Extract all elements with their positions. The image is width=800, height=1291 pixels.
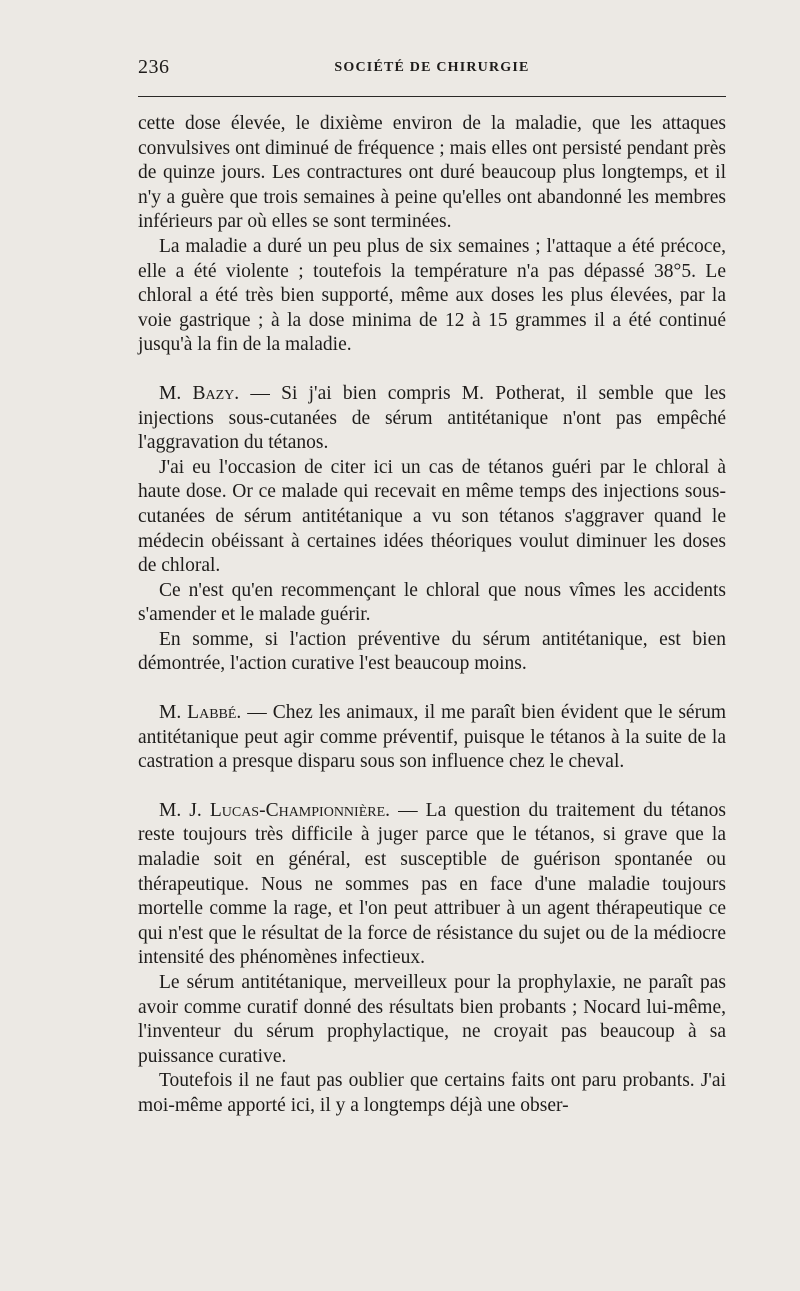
paragraph: cette dose élevée, le dixième environ de la maladie, que les attaques convulsives ont diminué de fréquence ; mais elles ont persisté pendant près de quinze jours. Les contractures ont duré beaucoup plus longtemps, et il n'y a guère que trois semaines à peine qu'elles ont abandonné les membres inférieurs par où elles se sont terminées. [138,113,726,233]
paragraph: En somme, si l'action préventive du sérum antitétanique, est bien démontrée, l'action curative l'est beaucoup moins. [138,628,726,675]
section-gap [138,358,726,382]
paragraph-text: — Si j'ai bien compris M. Potherat, il semble que les injections sous-cutanées de sérum antitétanique n'ont pas empêché l'aggravation du tétanos. [138,382,726,454]
paragraph [138,382,726,456]
paragraph [138,799,726,971]
paragraph: Ce n'est qu'en recommençant le chloral que nous vîmes les accidents s'amender et le malade guérir. [138,579,726,626]
header-rule [138,96,726,97]
paragraph: La maladie a duré un peu plus de six semaines ; l'attaque a été précoce, elle a été violente ; toutefois la température n'a pas dépassé 38°5. Le chloral a été très bien supporté, même aux doses les plus élevées, par la voie gastrique ; à la dose minima de 12 à 15 grammes il a été continué jusqu'à la fin de la maladie. [138,235,726,356]
page-number: 236 [138,56,170,78]
page-header [138,56,726,86]
section-gap [138,775,726,799]
page-body [138,112,726,1119]
running-head: SOCIÉTÉ DE CHIRURGIE [334,60,530,75]
paragraph: Toutefois il ne faut pas oublier que certains faits ont paru probants. J'ai moi-même apporté ici, il y a longtemps déjà une obser- [138,1070,726,1116]
speaker-name: M. J. Lucas-Championnière. [159,799,391,821]
paragraph-text: — Chez les animaux, il me paraît bien évident que le sérum antitétanique peut agir comme préventif, puisque le tétanos à la suite de la castration a presque disparu sous son influence chez le cheval. [138,702,726,773]
paragraph-text: — La question du traitement du tétanos reste toujours très difficile à juger parce que le tétanos, si grave que la maladie soit en général, est susceptible de guérison spontanée ou thérapeutique. Nous ne sommes pas en face d'une maladie toujours mortelle comme la rage, et l'on peut attribuer à un agent thérapeutique ce qui n'est que le résultat de la force de résistance du sujet ou de la médiocre intensité des phénomènes infectieux. [138,799,726,969]
speaker-name: M. Bazy. [159,382,240,404]
paragraph [138,701,726,775]
paragraph: Le sérum antitétanique, merveilleux pour la prophylaxie, ne paraît pas avoir comme curatif donné des résultats bien probants ; Nocard lui-même, l'inventeur du sérum prophylactique, ne croyait pas beaucoup à sa puissance curative. [138,972,726,1067]
speaker-name: M. Labbé. [159,702,242,724]
section-gap [138,677,726,701]
paragraph: J'ai eu l'occasion de citer ici un cas de tétanos guéri par le chloral à haute dose. Or ce malade qui recevait en même temps des injections sous-cutanées de sérum antitétanique a vu son tétanos s'aggraver quand le médecin obéissant à certaines idées théoriques voulut diminuer les doses de chloral. [138,456,726,577]
